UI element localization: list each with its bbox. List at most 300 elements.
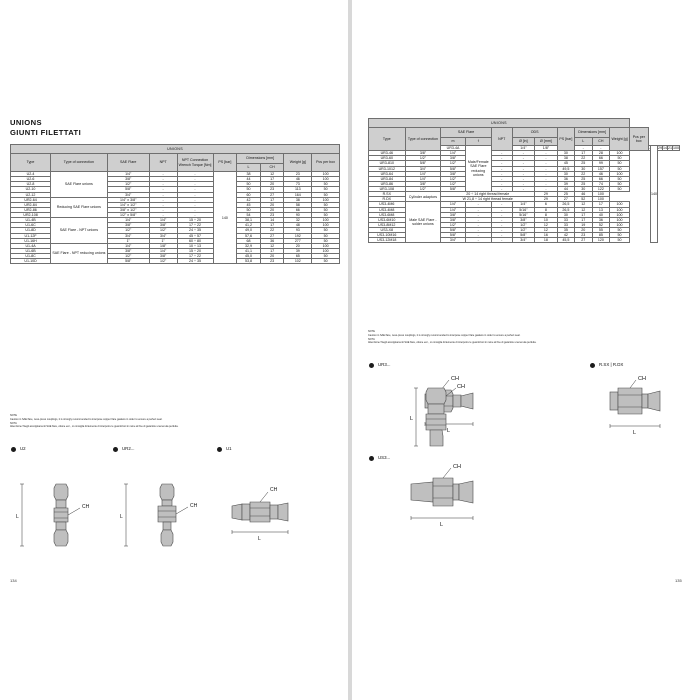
cell-l: 38 — [557, 156, 574, 161]
cell-l: 33 — [557, 217, 574, 222]
cell-type: US3-6M10 — [369, 217, 406, 222]
cell-ch: 23 — [260, 213, 284, 218]
cell-weight: 85 — [592, 233, 610, 238]
cell-ods-mm: 12 — [535, 228, 558, 233]
figure-bullet-rsx-rdx — [590, 363, 595, 368]
cell-sae: 1/4" x 3/8" — [107, 197, 149, 202]
cell-ods-mm: 8 — [535, 212, 558, 217]
cell-sae-m: 5/8" — [441, 228, 465, 233]
cell-npt: - — [149, 172, 177, 177]
cell-sae-m: 1/4" — [512, 146, 535, 151]
cell-ch: 25 — [575, 181, 592, 186]
cell-pcs: 100 — [610, 217, 630, 222]
cell-l: 36 — [557, 176, 574, 181]
th-ods-in: Ø [in] — [512, 138, 535, 146]
th-sae-flare: SAE Flare — [107, 154, 149, 172]
th-sae-m: m — [441, 138, 465, 146]
cell-npt: 1/2" — [149, 259, 177, 264]
cell-pcs: 50 — [610, 238, 630, 243]
figure-ur2-drawing — [118, 470, 218, 560]
cell-ods-in: - — [512, 187, 535, 192]
figure-u2-ch-label: CH — [82, 504, 90, 510]
th-connection: Type of connection — [405, 128, 441, 151]
cell-torque: - — [177, 192, 213, 197]
cell-l: 49,0 — [237, 228, 261, 233]
cell-pcs: 50 — [610, 233, 630, 238]
cell-ch: 12 — [575, 207, 592, 212]
cell-sae-m: 3/8" — [441, 217, 465, 222]
cell-type: U1-10D — [11, 259, 51, 264]
cell-ch: 30 — [575, 166, 592, 171]
figure-us3-l-label: L — [440, 522, 444, 528]
cell-sae-m: 3/8" — [441, 212, 465, 217]
cell-ods-in: 1/4" — [512, 202, 535, 207]
cell-ch: 17 — [260, 197, 284, 202]
cell-npt: 3/8" — [149, 254, 177, 259]
cell-pcs: 100 — [673, 146, 679, 150]
figure-label-u2: U2 — [20, 446, 26, 451]
cell-npt: - — [491, 238, 512, 243]
cell-ods-in: - — [512, 176, 535, 181]
table-row — [369, 202, 680, 207]
cell-npt: - — [149, 213, 177, 218]
cell-npt: 1/2" — [149, 228, 177, 233]
cell-ch: 22 — [260, 228, 284, 233]
cell-ods-in: - — [512, 151, 535, 156]
cell-ch: 25 — [575, 161, 592, 166]
cell-l: 26,5 — [557, 207, 574, 212]
cell-type: U2-6 — [11, 177, 51, 182]
cell-l: 30 — [557, 212, 574, 217]
cell-group-name: Reducing SAE Flare unions — [51, 197, 108, 218]
cell-type: UR3-108 — [369, 187, 406, 192]
cell-npt: - — [149, 187, 177, 192]
cell-weight: 113 — [284, 187, 312, 192]
cell-sae-f: - — [465, 207, 491, 212]
cell-torque: 10 ÷ 13 — [177, 243, 213, 248]
note-text-it: Attenzione! Negli accoppiamenti SAE flare, ottone ecc., si consiglia fortemente di interporre le guarnizioni in rame al fine di garantire una tenuta perfetta. — [368, 341, 537, 345]
cell-type: U1-6C — [11, 223, 51, 228]
cell-sae: 1/2" — [107, 182, 149, 187]
cell-npt: - — [491, 202, 512, 207]
cell-ods-mm: - — [535, 166, 558, 171]
cell-sae-f: - — [465, 233, 491, 238]
cell-pcs: 100 — [312, 223, 340, 228]
cell-ch: 12 — [260, 243, 284, 248]
cell-pcs: 50 — [312, 182, 340, 187]
cell-l: 68 — [237, 238, 261, 243]
cell-sae-f: 1/4" — [441, 151, 465, 156]
cell-sae: 3/4" — [107, 233, 149, 238]
cell-ch: 30 — [575, 187, 592, 192]
th-sae-f: f — [465, 138, 491, 146]
cell-ch: 12 — [575, 202, 592, 207]
cell-type: U2-12 — [11, 192, 51, 197]
cell-weight: 120 — [592, 238, 610, 243]
th-weight: Weight [g] — [284, 154, 312, 172]
cell-ods-mm: 8 — [535, 207, 558, 212]
cell-l: 30 — [557, 151, 574, 156]
cell-ods-mm: 6 — [535, 202, 558, 207]
cell-type: U1-4B — [11, 218, 51, 223]
cell-type: R.DX — [369, 197, 406, 202]
cell-weight: 73 — [284, 182, 312, 187]
cell-l: 29 — [535, 197, 558, 202]
figure-rsx-ch-label: CH — [638, 376, 646, 382]
cell-ch: 27 — [575, 238, 592, 243]
figure-bullet-ur3 — [369, 363, 374, 368]
cell-sae: 5/8" — [107, 187, 149, 192]
cell-type: U1-6B — [11, 248, 51, 253]
cell-weight: 164 — [284, 192, 312, 197]
cell-pcs: 50 — [610, 228, 630, 233]
cell-type: UR2-86 — [11, 207, 51, 212]
cell-type: US3-6M8 — [369, 212, 406, 217]
cell-sae-m: 1/4" — [441, 207, 465, 212]
cell-pcs: 100 — [312, 243, 340, 248]
cell-npt: - — [491, 222, 512, 227]
cell-npt: - — [491, 212, 512, 217]
cell-ods-in: 5/16" — [512, 207, 535, 212]
cell-pcs: 100 — [592, 192, 610, 197]
cell-pcs: 50 — [312, 238, 340, 243]
cell-pcs: 100 — [312, 218, 340, 223]
cell-torque: - — [177, 187, 213, 192]
cell-l: 54 — [237, 213, 261, 218]
cell-npt: - — [491, 217, 512, 222]
cell-sae: 1/4" — [107, 243, 149, 248]
cell-npt: - — [491, 161, 512, 166]
cell-sae: 1/2" x 5/8" — [107, 213, 149, 218]
cell-ch: 23 — [260, 259, 284, 264]
cell-sae-f: 3/8" — [441, 171, 465, 176]
cell-pcs: 100 — [312, 172, 340, 177]
cell-type: UR3-64 — [369, 171, 406, 176]
cell-ods-in: 5/8" — [512, 233, 535, 238]
cell-npt: - — [149, 197, 177, 202]
cell-pcs: 50 — [610, 176, 630, 181]
cell-sae: 3/4" — [107, 192, 149, 197]
cell-type: US3-X8 — [369, 228, 406, 233]
th-type: Type — [11, 154, 51, 172]
cell-type: US3-4M8 — [369, 207, 406, 212]
notes-block-right — [368, 330, 680, 345]
cell-ch: 14 — [663, 146, 667, 150]
cell-pcs: 50 — [610, 166, 630, 171]
cell-ch: 25 — [575, 176, 592, 181]
cell-pcs: 50 — [312, 233, 340, 238]
cell-pcs: 50 — [610, 187, 630, 192]
cell-npt: 1" — [149, 238, 177, 243]
cell-sae: 5/8" — [107, 259, 149, 264]
cell-weight: 20 — [284, 243, 312, 248]
cell-type: US3-10M16 — [369, 233, 406, 238]
cell-ods-in: 1/2" — [512, 228, 535, 233]
cell-weight: 46 — [575, 192, 592, 197]
cell-sae-f: 1/2" — [441, 176, 465, 181]
cell-l: 30 — [557, 171, 574, 176]
figure-label-u1: U1 — [226, 446, 232, 451]
cell-npt: 1/4" — [149, 248, 177, 253]
cell-type: UR2-64 — [11, 197, 51, 202]
cell-sae-f: - — [465, 202, 491, 207]
cell-weight: 36 — [592, 217, 610, 222]
cell-weight: 90 — [284, 213, 312, 218]
cell-torque: - — [177, 197, 213, 202]
cell-l: 45,0 — [237, 254, 261, 259]
cell-pcs: 50 — [312, 259, 340, 264]
th-dim-l: L — [575, 138, 592, 146]
cell-weight: 17 — [592, 202, 610, 207]
cell-sae-f: 5/8" — [441, 166, 465, 171]
note-tag-it: NOTA — [368, 337, 375, 341]
cell-weight: 21 — [668, 146, 672, 150]
cell-pcs: 50 — [312, 213, 340, 218]
cell-type: U2-8 — [11, 182, 51, 187]
cell-type: UR2-84 — [11, 202, 51, 207]
cell-type: U1-4A — [11, 243, 51, 248]
cell-npt: - — [491, 151, 512, 156]
cell-l: 50 — [237, 187, 261, 192]
cell-weight: 39 — [284, 248, 312, 253]
figure-bullet-u2 — [11, 447, 16, 452]
table-band-title — [11, 145, 340, 154]
cell-pcs: 100 — [610, 212, 630, 217]
cell-l: 42 — [237, 197, 261, 202]
cell-l: 38,1 — [237, 218, 261, 223]
cell-ch: 22 — [575, 171, 592, 176]
cell-group-name: SAE Flare - NPT reducing unions — [51, 243, 108, 264]
table-header-row — [11, 154, 340, 164]
th-npt: NPT — [149, 154, 177, 172]
cell-type: U2-4 — [11, 172, 51, 177]
cell-thread-spec: 20 ÷ 14 right thread female — [441, 192, 535, 197]
cell-sae-f: 3/8" — [441, 156, 465, 161]
cell-ods-in: - — [512, 181, 535, 186]
cell-weight: 99 — [592, 161, 610, 166]
cell-weight: 48 — [284, 223, 312, 228]
cell-npt: 3/4" — [149, 233, 177, 238]
cell-l: 44 — [557, 187, 574, 192]
th-ps: PS [bar] — [213, 154, 237, 172]
cell-ods-in: - — [512, 166, 535, 171]
cell-torque: 24 ÷ 35 — [177, 228, 213, 233]
cell-sae-f: - — [465, 228, 491, 233]
cell-ch: 22 — [575, 156, 592, 161]
cell-sae: 1/4" — [107, 172, 149, 177]
cell-sae: 1" — [107, 238, 149, 243]
cell-sae: 3/8" — [107, 177, 149, 182]
cell-torque: 15 ÷ 20 — [177, 218, 213, 223]
cell-type: UR2-108 — [11, 213, 51, 218]
cell-thread-spec: W 21,8 ÷ 14 right thread female — [441, 197, 535, 202]
cell-pcs: 100 — [610, 207, 630, 212]
figure-rsx-l-label: L — [633, 430, 637, 436]
cell-npt: 3/8" — [149, 223, 177, 228]
cell-ods-mm: - — [535, 187, 558, 192]
cell-npt: - — [491, 228, 512, 233]
cell-sae: 1/2" — [107, 254, 149, 259]
th-weight: Weight [g] — [610, 128, 630, 151]
table-header-row — [369, 128, 680, 138]
figure-ur3-side-l-label: L — [410, 416, 414, 422]
cell-ch: 23 — [575, 233, 592, 238]
cell-l: 32,9 — [237, 243, 261, 248]
cell-type: UR3-84 — [369, 176, 406, 181]
cell-npt: - — [491, 171, 512, 176]
cell-weight: 277 — [284, 238, 312, 243]
cell-l: 57,6 — [237, 233, 261, 238]
cell-torque: - — [177, 213, 213, 218]
page-gutter — [348, 0, 352, 700]
cell-ch: 23 — [260, 187, 284, 192]
figure-u1-drawing — [218, 480, 338, 560]
cell-pcs: 50 — [312, 187, 340, 192]
cell-l: 41,1 — [237, 248, 261, 253]
cell-ods-mm: - — [535, 161, 558, 166]
cell-sae-m: 1/2" — [441, 222, 465, 227]
th-ods: ODS — [512, 128, 557, 138]
cell-type: U1-8D — [11, 228, 51, 233]
cell-l: 26,5 — [557, 202, 574, 207]
cell-ods-mm: - — [535, 171, 558, 176]
cell-weight: 66 — [592, 156, 610, 161]
cell-ods-mm: 10 — [535, 217, 558, 222]
figure-label-us3: US3... — [378, 455, 391, 460]
cell-ods-in: - — [592, 146, 610, 151]
table-band-title — [369, 119, 680, 128]
th-npt: NPT — [491, 128, 512, 151]
cell-npt: - — [149, 192, 177, 197]
band-title-cell: UNIONS — [11, 145, 340, 154]
cell-type: US3-4M6 — [369, 202, 406, 207]
cell-ps: 140 — [651, 146, 658, 243]
cell-group-name: Male SAE Flare - solder unions — [405, 202, 441, 243]
cell-l: 53,8 — [237, 259, 261, 264]
cell-l: 49,5 — [557, 166, 574, 171]
cell-ch: 36 — [260, 238, 284, 243]
cell-torque: - — [177, 202, 213, 207]
th-connection: Type of connection — [51, 154, 108, 172]
cell-npt: - — [491, 233, 512, 238]
cell-torque: - — [177, 207, 213, 212]
cell-sae-m: 3/4" — [405, 166, 441, 171]
cell-ch: 17 — [260, 223, 284, 228]
cell-weight: 23 — [284, 172, 312, 177]
cell-type: UR3-60 — [369, 156, 406, 161]
cell-ch: 19 — [575, 222, 592, 227]
cell-weight: 102 — [284, 259, 312, 264]
cell-l: 45 — [557, 161, 574, 166]
th-dim-l: L — [237, 164, 261, 172]
cell-weight: 46 — [284, 177, 312, 182]
cell-sae-m: 3/8" — [405, 181, 441, 186]
cell-type: R.SX — [369, 192, 406, 197]
cell-weight: 32 — [284, 218, 312, 223]
cell-torque: 17 ÷ 22 — [177, 223, 213, 228]
cell-weight: 66 — [592, 176, 610, 181]
cell-sae: 1/4" — [107, 218, 149, 223]
figure-bullet-us3 — [369, 456, 374, 461]
cell-sae: 1/2" — [107, 228, 149, 233]
unions-table-left — [10, 144, 340, 264]
cell-sae: 1/4" x 1/2" — [107, 202, 149, 207]
cell-weight: 157 — [592, 166, 610, 171]
cell-pcs: 100 — [312, 248, 340, 253]
cell-type: UR3-86 — [369, 181, 406, 186]
cell-l: 29 — [658, 146, 662, 150]
cell-l: 38 — [237, 172, 261, 177]
cell-sae-m: 5/8" — [405, 161, 441, 166]
cell-ch: 20 — [260, 182, 284, 187]
cell-sae-m: 5/8" — [441, 233, 465, 238]
cell-npt: - — [149, 202, 177, 207]
cell-sae: 3/8" x 1/2" — [107, 207, 149, 212]
cell-ods-mm: - — [535, 151, 558, 156]
cell-weight: 66 — [284, 207, 312, 212]
cell-ods-in: - — [512, 156, 535, 161]
cell-ods-in: 3/8" — [512, 217, 535, 222]
cell-ods-mm: 16 — [535, 233, 558, 238]
cell-sae-m: 1/2" — [405, 187, 441, 192]
cell-sae: 3/8" — [107, 248, 149, 253]
cell-weight: 93 — [284, 228, 312, 233]
cell-l: 45,5 — [557, 238, 574, 243]
cell-pcs: 50 — [312, 254, 340, 259]
cell-type: U1-16H — [11, 238, 51, 243]
cell-ch: 27 — [260, 233, 284, 238]
notes-block-left — [10, 414, 330, 429]
cell-sae-f: 1/2" — [441, 161, 465, 166]
cell-npt: - — [491, 181, 512, 186]
cell-pcs: 50 — [312, 202, 340, 207]
cell-group-name: SAE Flare - NPT unions — [51, 218, 108, 244]
th-dim-ch: CH — [260, 164, 284, 172]
cell-ods-in: 1/2" — [512, 222, 535, 227]
cell-pcs: 100 — [312, 197, 340, 202]
figure-u2-l-label: L — [16, 514, 19, 520]
page-title: UNIONS — [10, 118, 42, 127]
cell-pcs: 50 — [610, 161, 630, 166]
cell-type: U1-8C — [11, 254, 51, 259]
cell-sae-f: 1/2" — [441, 181, 465, 186]
cell-weight: 65 — [284, 254, 312, 259]
cell-pcs: 50 — [610, 181, 630, 186]
cell-pcs: 50 — [312, 192, 340, 197]
cell-type: U2-10 — [11, 187, 51, 192]
cell-type: UR3-1012 — [369, 166, 406, 171]
cell-sae: 3/8" — [107, 223, 149, 228]
cell-ods-mm: - — [648, 146, 650, 150]
figure-ur3-l-label: L — [447, 428, 451, 434]
cell-ps: 140 — [213, 172, 237, 264]
cell-group-name: Cylinder adaptors — [405, 192, 441, 202]
cell-weight: 58 — [284, 202, 312, 207]
cell-l: 29 — [535, 192, 558, 197]
cell-weight: 40 — [592, 212, 610, 217]
figure-ur3-ch-label: CH — [451, 376, 459, 382]
figure-label-ur2: UR2... — [122, 446, 135, 451]
cell-ch: 27 — [260, 192, 284, 197]
cell-ods-mm: 12 — [535, 222, 558, 227]
figure-bullet-ur2 — [113, 447, 118, 452]
cell-ch: 20 — [260, 202, 284, 207]
cell-weight: 46 — [592, 171, 610, 176]
cell-pcs: 100 — [312, 177, 340, 182]
figure-label-ur3: UR3... — [378, 362, 391, 367]
cell-sae-m: 3/8" — [405, 151, 441, 156]
cell-npt: - — [575, 146, 592, 151]
